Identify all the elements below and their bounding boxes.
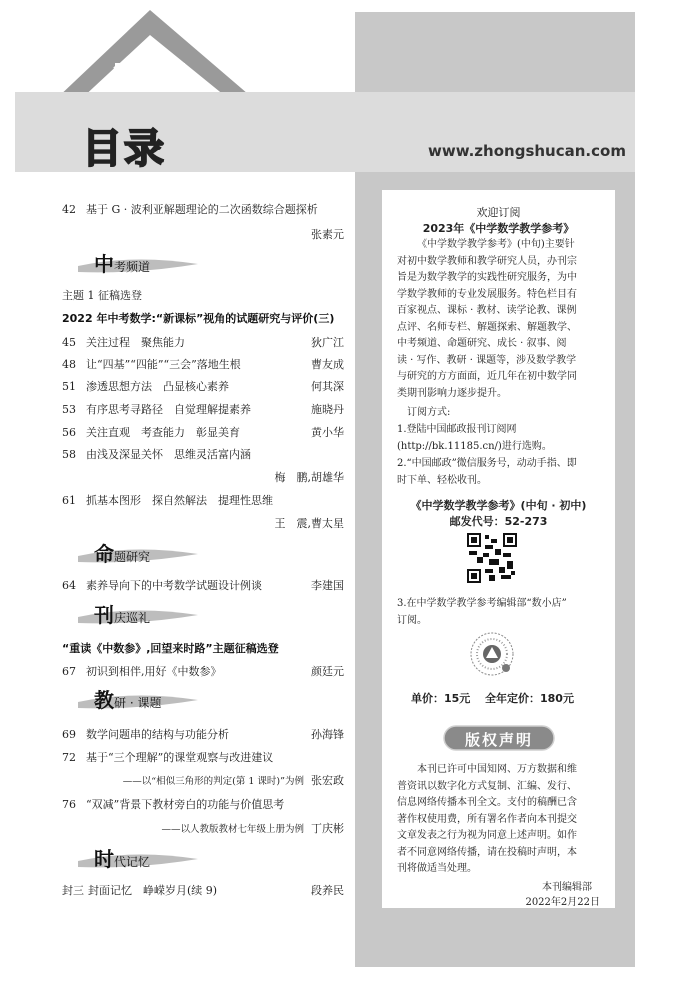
copyright-text: 本刊已许可中国知网、万方数据和维 普资讯以数字化方式复制、汇编、发行、 信息网络传播本刊全文。支付的稿酬已含 著作权使用费，所有署名作者向本刊提交 文章发表之行为视为同意上述声明。如作 者不同意网络传播，请在投稿时声明，本 刊将做适当处理。 bbox=[397, 764, 577, 874]
toc-item[interactable]: 45 关注过程 聚焦能力 狄广江 bbox=[62, 336, 344, 349]
toc-page-number: 42 bbox=[62, 203, 76, 216]
toc-author: 段养民 bbox=[311, 884, 344, 897]
toc-item[interactable]: 58 由浅及深显关怀 思维灵活富内涵 bbox=[62, 448, 251, 461]
toc-author: 张宏政 bbox=[311, 774, 344, 787]
copyright-title: 版权声明 bbox=[464, 731, 533, 749]
journal-intro: 《中学数学教学参考》(中旬)主要针 对初中数学教师和教学研究人员，办刊宗 旨是为数学教学的实践性研究服务，为中 学数学教师的专业发展服务。特色栏目有 百家视点、课标 · 教材、读学论教、课例 点评、名师专栏、解题探索、解题教学、 中考频道、命题研究、成长 · 叙事、阅 读 · 写作、教研 · 课题等，涉及数学教学 与研究的方方面面，近几年在初中数学同 类期刊影响力逐步提升。 bbox=[397, 239, 577, 399]
toc-author: 张素元 bbox=[311, 228, 344, 241]
toc-author: 王 震,曹太星 bbox=[274, 517, 344, 530]
toc-title: 基于 G · 波利亚解题理论的二次函数综合题探析 bbox=[86, 203, 318, 216]
website-url[interactable]: www.zhongshucan.com bbox=[428, 142, 626, 160]
toc-author: 黄小华 bbox=[311, 426, 344, 439]
section-header-kanqing: 刊庆巡礼 bbox=[78, 599, 208, 627]
edition-label: 《中学数学教学参考》(中旬 · 初中) bbox=[410, 499, 587, 512]
subscribe-link[interactable]: (http://bk.11185.cn/)进行选购。 bbox=[397, 440, 552, 452]
toc-author: 施晓丹 bbox=[311, 403, 344, 416]
toc-item[interactable]: 51 渗透思想方法 凸显核心素养 何其深 bbox=[62, 380, 344, 393]
toc-item[interactable]: 76 “双减”背景下教材旁白的功能与价值思考 bbox=[62, 798, 285, 811]
shop-mini-program-icon[interactable] bbox=[470, 632, 514, 676]
toc-author: 曹友成 bbox=[311, 358, 344, 371]
roof-graphic bbox=[55, 10, 255, 100]
toc-author: 颜廷元 bbox=[311, 665, 344, 678]
toc-subtitle: ——以“相似三角形的判定(第 1 课时)”为例 张宏政 bbox=[122, 774, 344, 787]
toc-subtitle: ——以人教版教材七年级上册为例 丁庆彬 bbox=[161, 822, 344, 835]
section-header-zhongkao: 中考频道 bbox=[78, 248, 208, 276]
toc-author: 李建国 bbox=[311, 579, 344, 592]
toc-item[interactable]: 48 让“四基”“四能”“三会”落地生根 曹友成 bbox=[62, 358, 344, 371]
toc-item[interactable]: 53 有序思考寻路径 自觉理解提素养 施晓丹 bbox=[62, 403, 344, 416]
toc-item[interactable]: 64 素养导向下的中考数学试题设计例谈 李建国 bbox=[62, 579, 344, 592]
toc-author: 孙海锋 bbox=[311, 728, 344, 741]
section-topic: 主题 1 征稿选登 bbox=[62, 289, 142, 302]
toc-item[interactable]: 72 基于“三个理解”的课堂观察与改进建议 bbox=[62, 751, 274, 764]
subscribe-method-1: 1.登陆中国邮政报刊订阅网 (http://bk.11185.cn/)进行选购。 bbox=[397, 422, 603, 455]
toc-author: 丁庆彬 bbox=[311, 822, 344, 835]
unit-price: 单价：15元 bbox=[411, 692, 471, 705]
section-heading: 2022 年中考数学:“新课标”视角的试题研究与评价(三) bbox=[62, 312, 335, 325]
section-heading: “重读《中数参》,回望来时路”主题征稿选登 bbox=[62, 642, 279, 655]
welcome-text: 欢迎订阅 bbox=[476, 206, 521, 219]
postal-code: 邮发代号：52-273 bbox=[449, 515, 548, 528]
annual-price: 全年定价：180元 bbox=[485, 692, 574, 705]
subscribe-label: 订阅方式: bbox=[407, 407, 451, 418]
toc-item[interactable]: 56 关注直观 考查能力 彰显美育 黄小华 bbox=[62, 426, 344, 439]
section-header-mingti: 命题研究 bbox=[78, 538, 208, 566]
statement-date: 2022年2月22日 bbox=[525, 897, 600, 908]
subscribe-method-2: 2.“中国邮政”微信服务号，动动手指、即 时下单、轻松收刊。 bbox=[397, 458, 577, 486]
toc-author: 何其深 bbox=[311, 380, 344, 393]
toc-item[interactable]: 61 抓基本图形 探自然解法 提理性思维 bbox=[62, 494, 273, 507]
toc-item[interactable]: 67 初识到相伴,用好《中数参》 颜廷元 bbox=[62, 665, 344, 678]
toc-item[interactable] bbox=[62, 201, 344, 217]
toc-author: 梅 鹏,胡雄华 bbox=[274, 471, 344, 484]
toc-author: 狄广江 bbox=[311, 336, 344, 349]
qr-code-icon[interactable] bbox=[467, 533, 517, 583]
page-title: 目录 bbox=[82, 126, 166, 172]
journal-title: 2023年《中学数学教学参考》 bbox=[422, 222, 575, 235]
toc-item[interactable]: 封三 封面记忆 峥嵘岁月(续 9) 段养民 bbox=[62, 884, 344, 897]
subscribe-method-3: 3.在中学数学教学参考编辑部“数小店” 订阅。 bbox=[397, 598, 567, 626]
section-header-jiaoyan: 教研 · 课题 bbox=[78, 684, 208, 712]
section-header-shidai: 时代记忆 bbox=[78, 843, 208, 871]
toc-item[interactable]: 69 数学问题串的结构与功能分析 孙海锋 bbox=[62, 728, 344, 741]
editor-signature: 本刊编辑部 bbox=[542, 882, 592, 893]
